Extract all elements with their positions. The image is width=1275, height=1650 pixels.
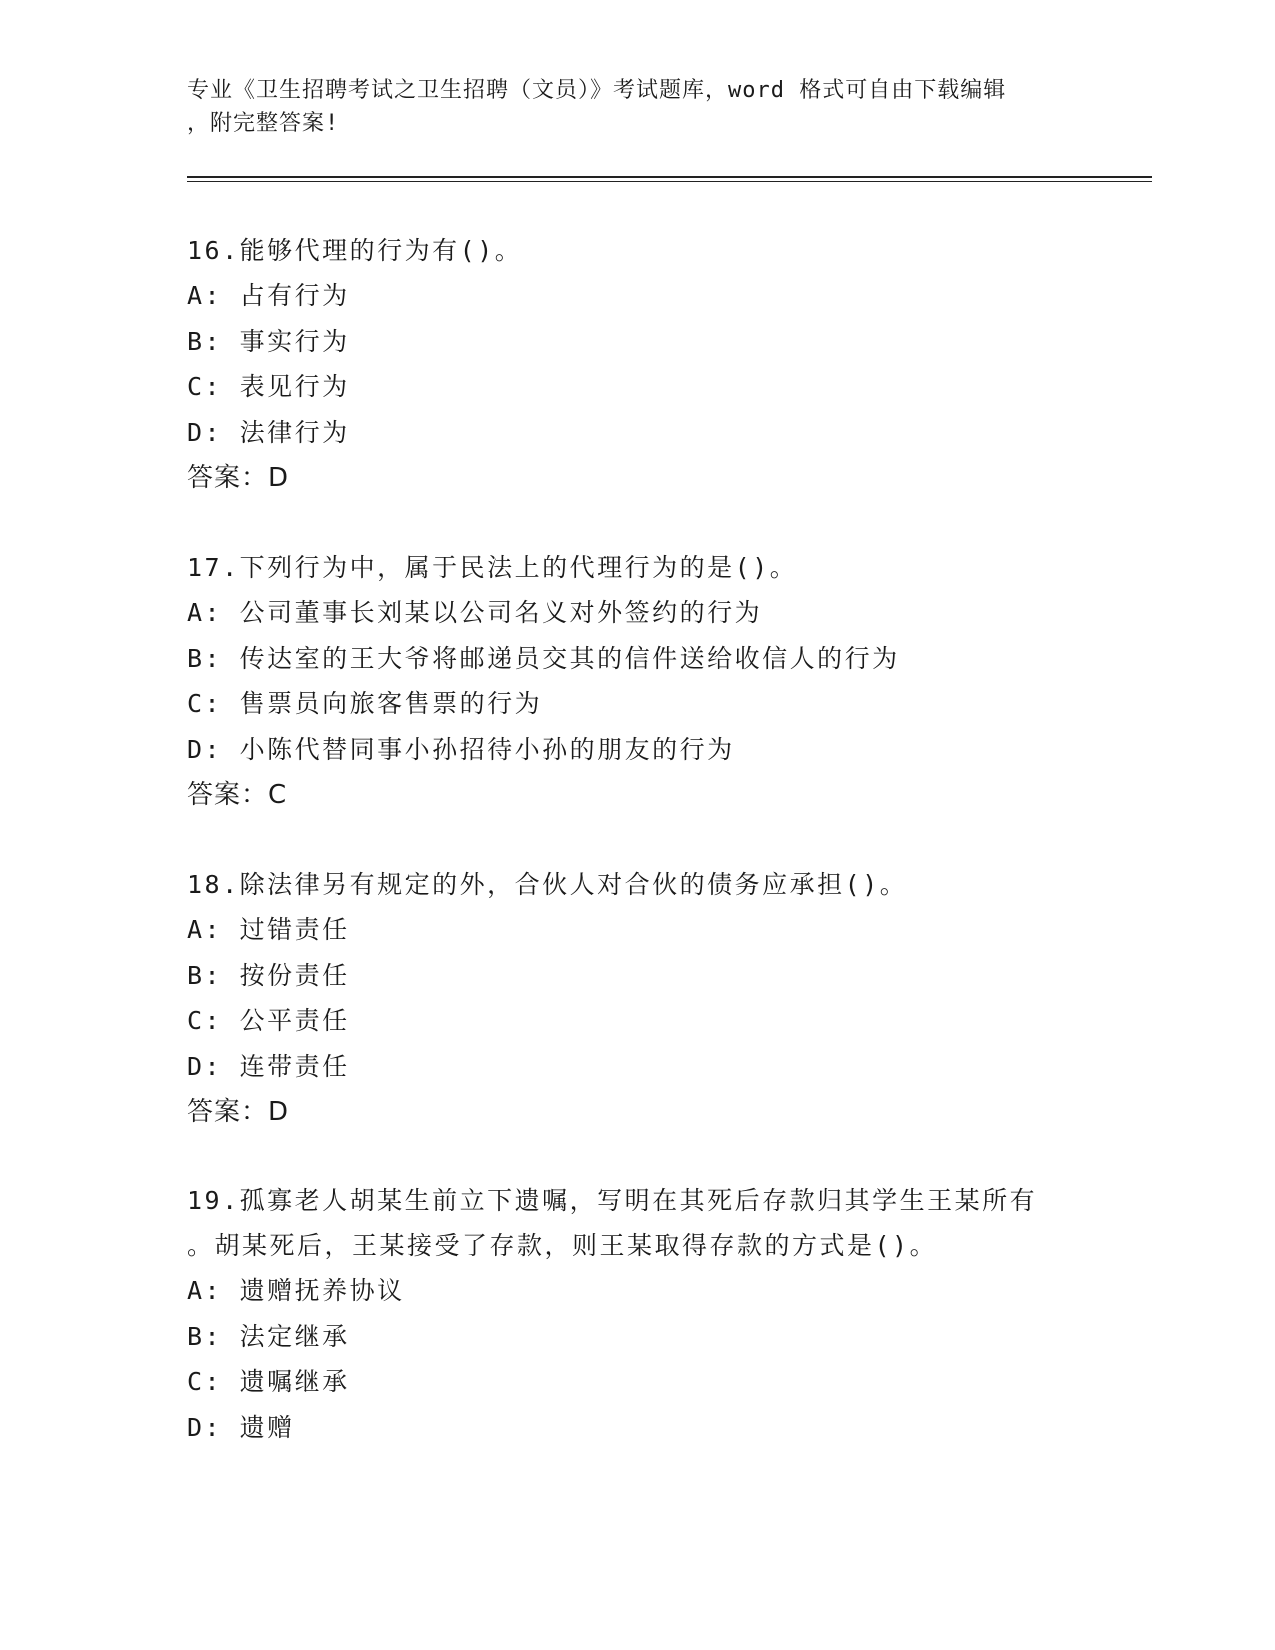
question-title-line-1: 19.孤寡老人胡某生前立下遗嘱，写明在其死后存款归其学生王某所有 xyxy=(187,1186,1038,1215)
option-c: C: 遗嘱继承 xyxy=(187,1367,350,1396)
header-line-1: 专业《卫生招聘考试之卫生招聘（文员）》考试题库，word 格式可自由下载编辑 xyxy=(187,78,1007,103)
option-d: D: 小陈代替同事小孙招待小孙的朋友的行为 xyxy=(187,734,735,764)
question-title: 18.除法律另有规定的外，合伙人对合伙的债务应承担()。 xyxy=(187,870,908,899)
question-title-line-2: 。胡某死后，王某接受了存款，则王某取得存款的方式是()。 xyxy=(187,1231,938,1260)
answer-label: 答案：D xyxy=(187,1097,290,1127)
option-a: A: 遗赠抚养协议 xyxy=(187,1276,405,1305)
header-divider-thin xyxy=(187,181,1152,182)
answer-label: 答案：C xyxy=(187,780,288,810)
option-c: C: 公平责任 xyxy=(187,1006,350,1035)
header-divider-thick xyxy=(187,176,1152,178)
option-d: D: 遗赠 xyxy=(187,1412,295,1442)
option-c: C: 表见行为 xyxy=(187,372,350,401)
question-18 xyxy=(187,862,1107,1135)
question-19 xyxy=(187,1178,1107,1450)
option-c: C: 售票员向旅客售票的行为 xyxy=(187,689,543,718)
question-17 xyxy=(187,545,1107,818)
option-a: A: 公司董事长刘某以公司名义对外签约的行为 xyxy=(187,598,763,627)
answer-label: 答案：D xyxy=(187,463,290,493)
option-b: B: 按份责任 xyxy=(187,960,350,990)
document-header xyxy=(187,74,1077,140)
option-b: B: 传达室的王大爷将邮递员交其的信件送给收信人的行为 xyxy=(187,643,900,673)
question-title: 16.能够代理的行为有()。 xyxy=(187,236,523,265)
question-title: 17.下列行为中，属于民法上的代理行为的是()。 xyxy=(187,553,798,582)
question-16 xyxy=(187,228,1107,501)
option-b: B: 法定继承 xyxy=(187,1321,350,1351)
option-d: D: 法律行为 xyxy=(187,417,350,447)
option-a: A: 占有行为 xyxy=(187,281,350,310)
option-b: B: 事实行为 xyxy=(187,326,350,356)
option-a: A: 过错责任 xyxy=(187,915,350,944)
header-line-2: ，附完整答案! xyxy=(187,111,340,136)
option-d: D: 连带责任 xyxy=(187,1051,350,1081)
